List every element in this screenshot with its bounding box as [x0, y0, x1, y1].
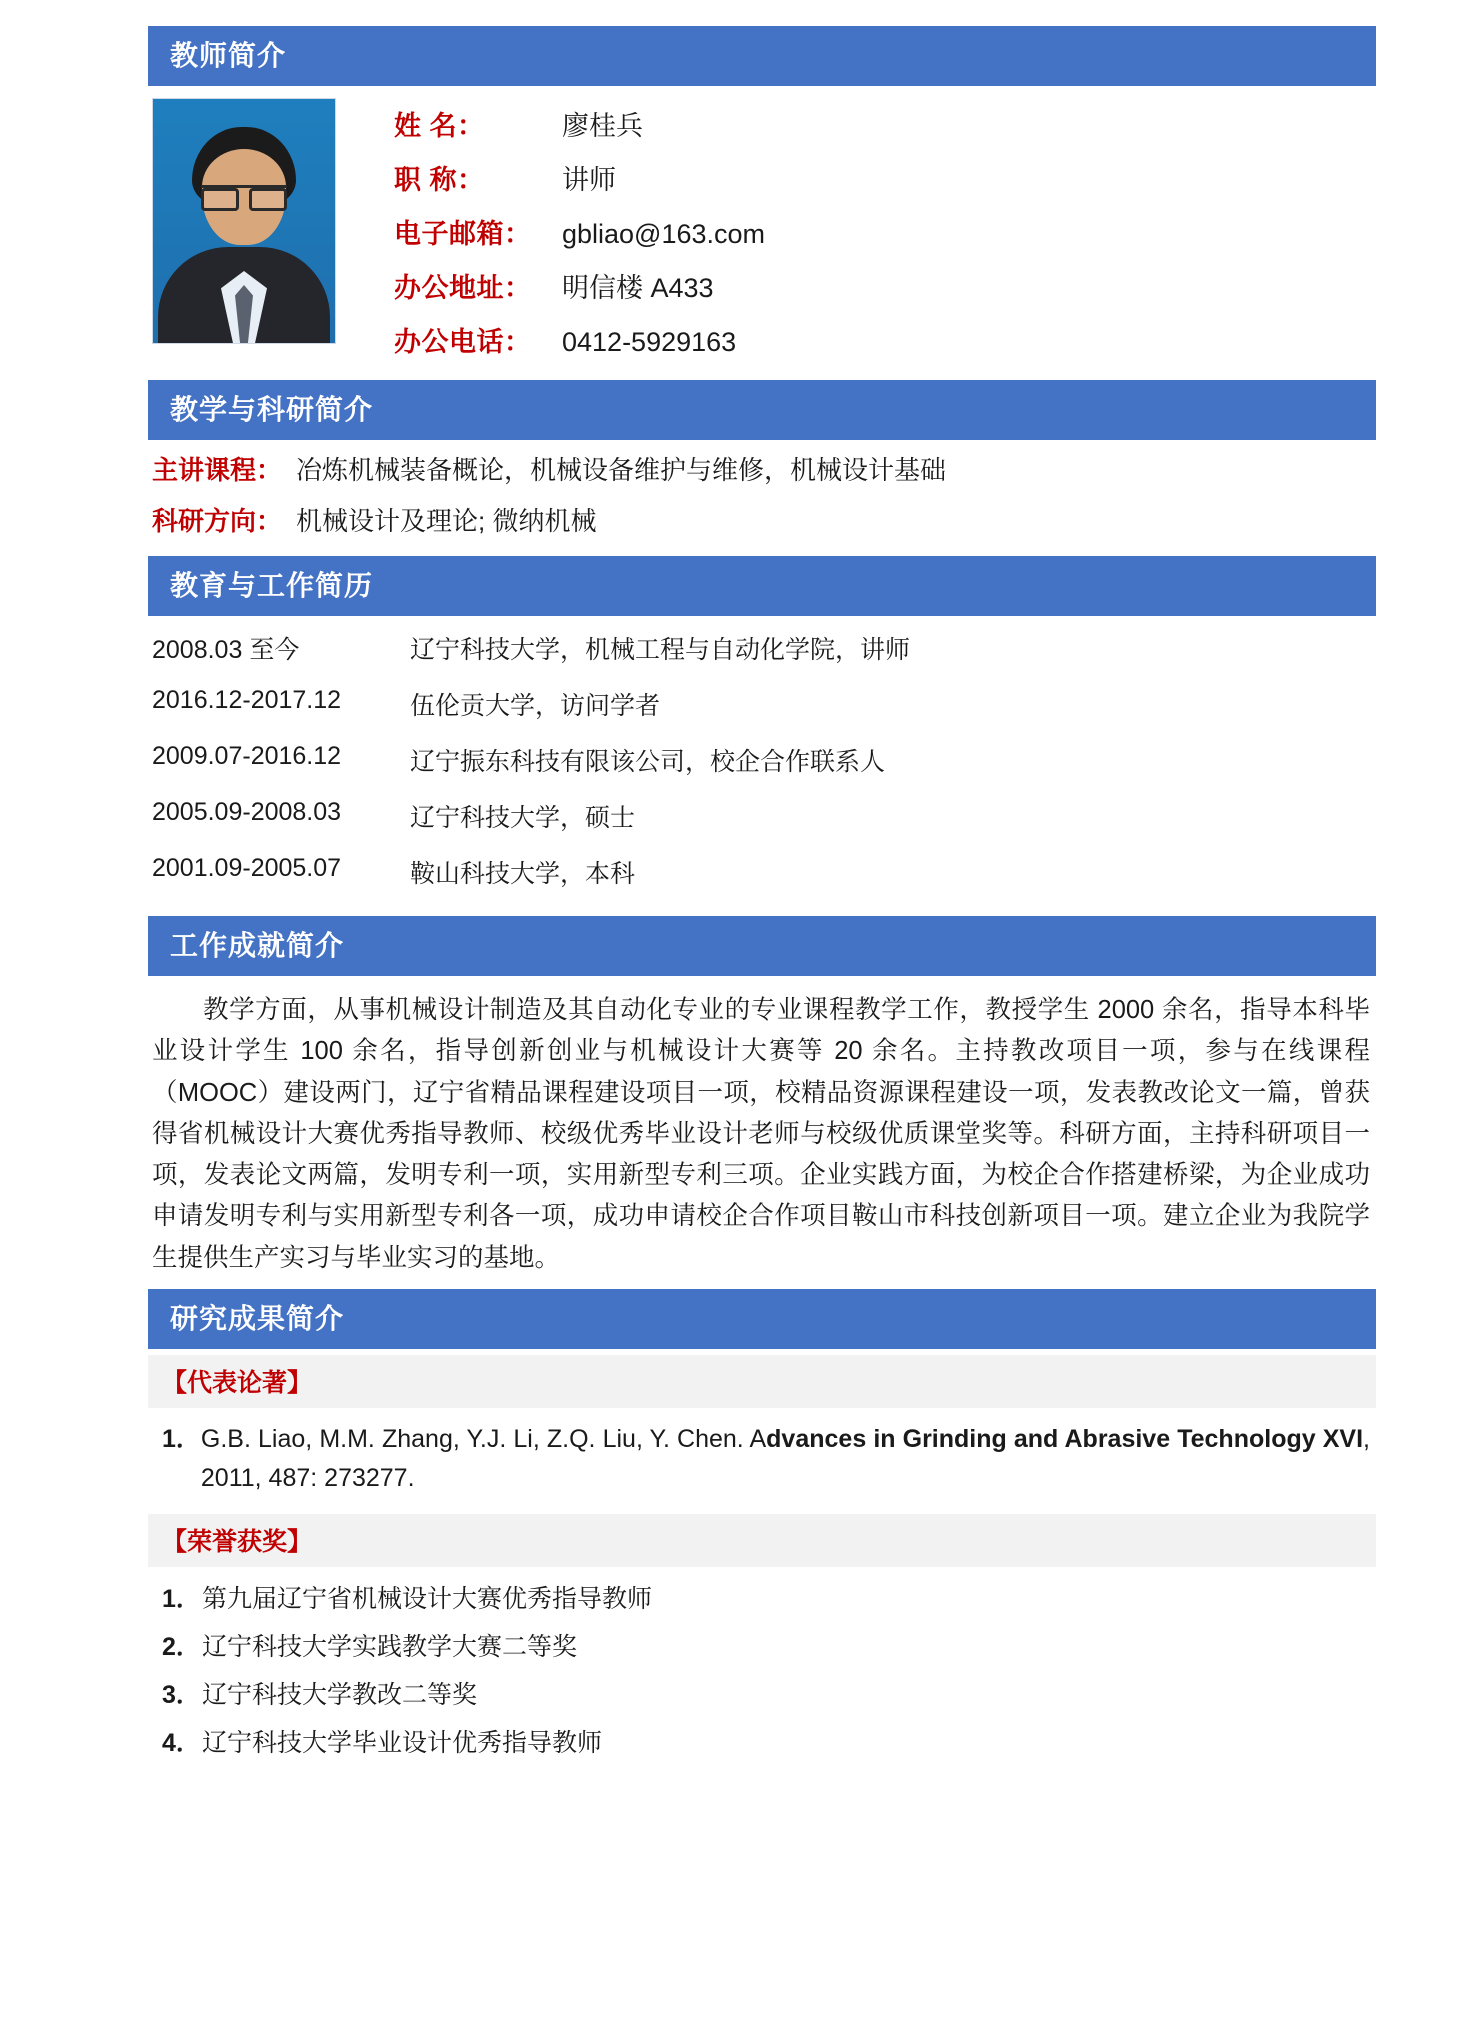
- resume-text: 辽宁振东科技有限该公司，校企合作联系人: [410, 748, 886, 776]
- section-header-resume: 教育与工作简历: [148, 556, 1376, 616]
- field-office-phone: [394, 320, 1376, 359]
- resume-date: 2005.09-2008.03: [152, 798, 342, 826]
- field-name: [394, 104, 1376, 143]
- glasses-icon: [201, 185, 287, 206]
- section-header-achievements: 工作成就简介: [148, 916, 1376, 976]
- teaching-courses-row: [152, 450, 1376, 487]
- field-office-address-value: 明信楼 A433: [562, 273, 714, 303]
- resume-row: [152, 686, 1376, 722]
- resume-row: [152, 854, 1376, 890]
- award-text: 辽宁科技大学毕业设计优秀指导教师: [202, 1728, 603, 1757]
- field-office-address: [394, 266, 1376, 305]
- resume-text: 辽宁科技大学，硕士: [410, 804, 636, 832]
- field-email-value[interactable]: gbliao@163.com: [562, 219, 766, 249]
- profile-block: [148, 86, 1376, 380]
- award-item: [162, 1627, 1370, 1663]
- field-title-value: 讲师: [562, 165, 616, 195]
- field-office-address-label: 办公地址：: [394, 273, 532, 303]
- award-number: 1．: [162, 1584, 201, 1613]
- resume-row: [152, 798, 1376, 834]
- research-direction-row: [152, 501, 1376, 538]
- field-name-label: 姓 名：: [394, 111, 485, 141]
- award-number: 3．: [162, 1680, 201, 1709]
- section-header-profile: 教师简介: [148, 26, 1376, 86]
- portrait-photo: [152, 98, 336, 344]
- teaching-courses-label: 主讲课程：: [152, 455, 283, 485]
- teaching-block: [148, 440, 1376, 556]
- publication-item: [148, 1408, 1376, 1508]
- award-item: [162, 1579, 1370, 1615]
- field-office-phone-label: 办公电话：: [394, 327, 532, 357]
- resume-row: [152, 742, 1376, 778]
- field-name-value: 廖桂兵: [562, 111, 643, 141]
- awards-subheader: 【荣誉获奖】: [148, 1514, 1376, 1567]
- achievements-paragraph: 教学方面，从事机械设计制造及其自动化专业的专业课程教学工作，教授学生 2000 余名，指导本科毕业设计学生 100 余名，指导创新创业与机械设计大赛等 20 余名。主持教改项目一项，参与在线课程（MOOC）建设两门，辽宁省精品课程建设项目一项，校精品资源课程建设一项，发表教改论文一篇，曾获得省机械设计大赛优秀指导教师、校级优秀毕业设计老师与校级优质课堂奖等。科研方面，主持科研项目一项，发表论文两篇，发明专利一项，实用新型专利三项。企业实践方面，为校企合作搭建桥梁，为企业成功申请发明专利与实用新型专利各一项，成功申请校企合作项目鞍山市科技创新项目一项。建立企业为我院学生提供生产实习与毕业实习的基地。: [152, 996, 1370, 1272]
- award-number: 2．: [162, 1632, 201, 1661]
- publication-prefix: G.B. Liao, M.M. Zhang, Y.J. Li, Z.Q. Liu, Y. Chen. A: [200, 1425, 767, 1454]
- section-header-teaching: 教学与科研简介: [148, 380, 1376, 440]
- section-header-research: 研究成果简介: [148, 1289, 1376, 1349]
- profile-fields: [394, 98, 1376, 374]
- publication-suffix: , 2011, 487: 273277.: [200, 1425, 1370, 1492]
- publication-title-bold: dvances in Grinding and Abrasive Technology XVI: [766, 1425, 1364, 1454]
- resume-date: 2016.12-2017.12: [152, 686, 342, 714]
- resume-text: 鞍山科技大学，本科: [410, 860, 636, 888]
- field-email-label: 电子邮箱：: [394, 219, 532, 249]
- award-item: [162, 1675, 1370, 1711]
- resume-text: 伍伦贡大学，访问学者: [410, 692, 661, 720]
- award-item: [162, 1723, 1370, 1759]
- award-text: 辽宁科技大学教改二等奖: [202, 1680, 478, 1709]
- resume-list: [148, 616, 1376, 916]
- award-text: 第九届辽宁省机械设计大赛优秀指导教师: [202, 1584, 653, 1613]
- field-title: [394, 158, 1376, 197]
- field-title-label: 职 称：: [394, 165, 485, 195]
- resume-text: 辽宁科技大学，机械工程与自动化学院，讲师: [410, 636, 911, 664]
- field-email: [394, 212, 1376, 251]
- award-number: 4．: [162, 1728, 201, 1757]
- resume-date: 2001.09-2005.07: [152, 854, 342, 882]
- teaching-courses-value: 冶炼机械装备概论，机械设备维护与维修，机械设计基础: [296, 455, 947, 485]
- publication-number: 1．: [162, 1425, 201, 1454]
- resume-row: [152, 630, 1376, 666]
- research-direction-label: 科研方向：: [152, 506, 283, 536]
- publication-text: [201, 1420, 1370, 1498]
- award-text: 辽宁科技大学实践教学大赛二等奖: [202, 1632, 578, 1661]
- resume-date: 2009.07-2016.12: [152, 742, 342, 770]
- awards-list: [148, 1567, 1376, 1777]
- field-office-phone-value: 0412-5929163: [562, 327, 737, 357]
- research-direction-value: 机械设计及理论; 微纳机械: [296, 506, 597, 536]
- resume-date: 2008.03 至今: [152, 636, 300, 664]
- publications-subheader: 【代表论著】: [148, 1355, 1376, 1408]
